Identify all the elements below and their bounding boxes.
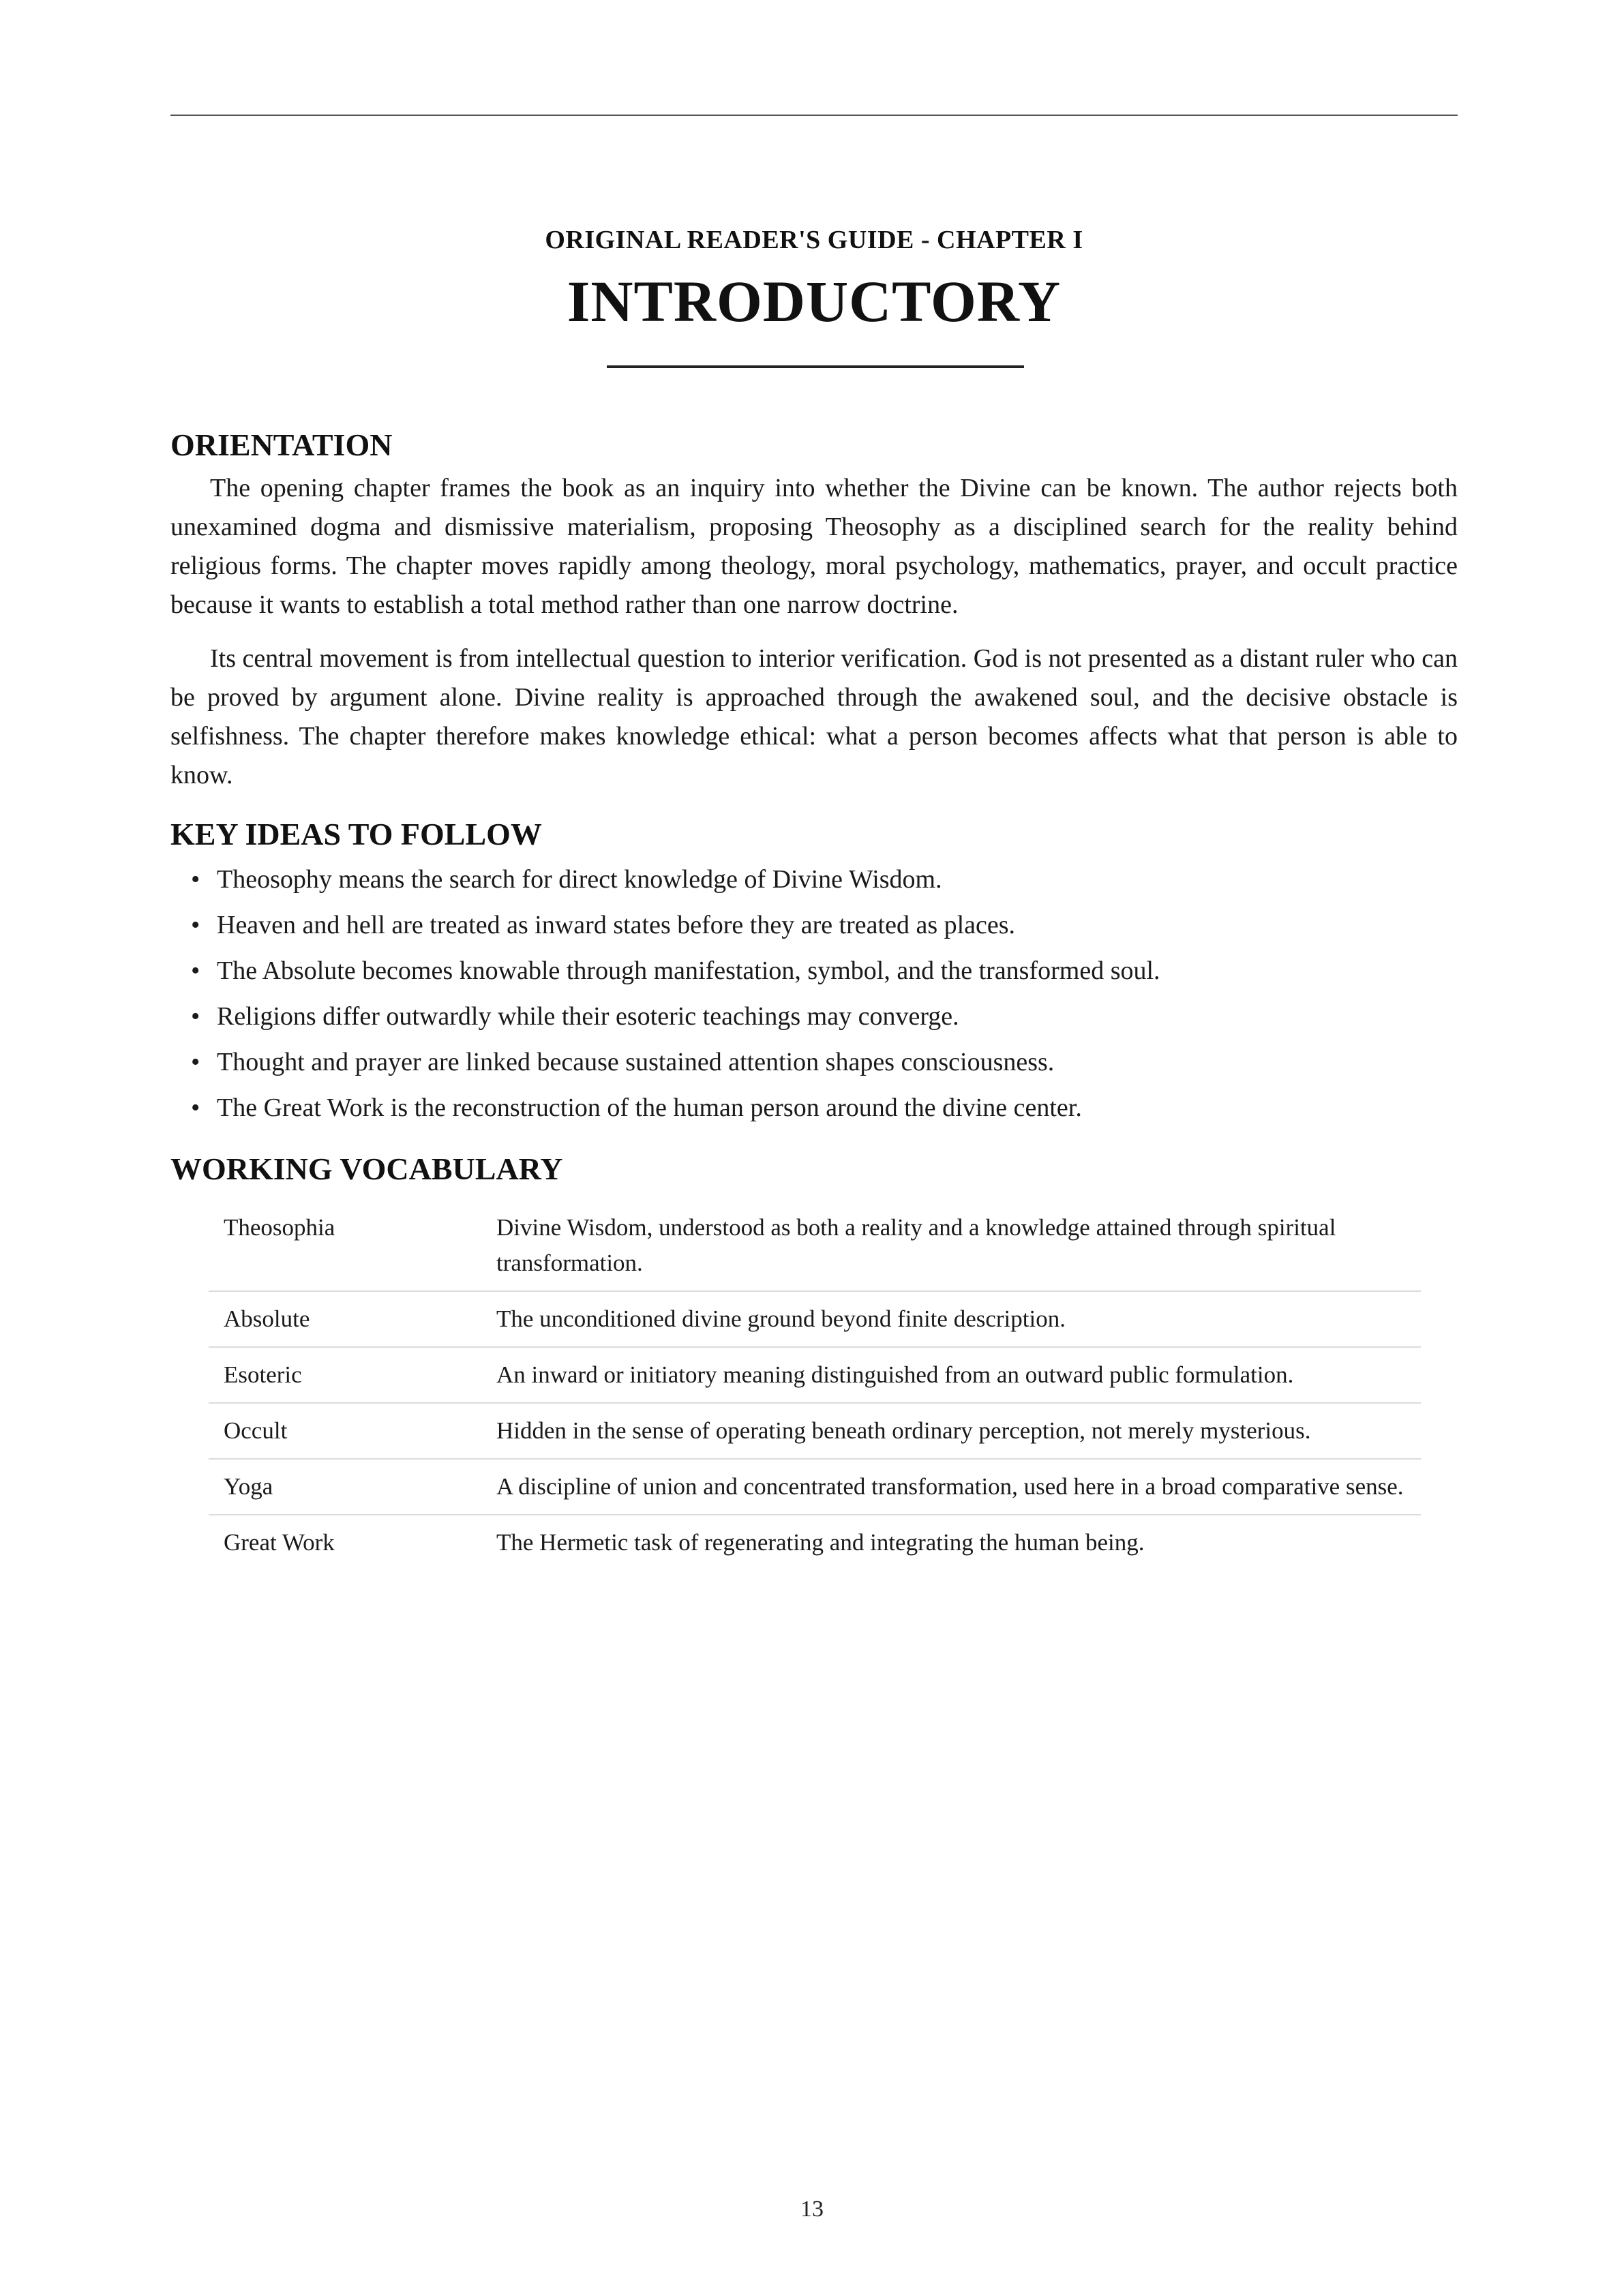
- bullet-icon: •: [191, 1048, 200, 1077]
- key-idea-item: [170, 857, 1458, 903]
- key-ideas-section: [170, 815, 1458, 1131]
- key-idea-item: [170, 903, 1458, 948]
- table-row: [209, 1459, 1421, 1515]
- vocab-definition: An inward or initiatory meaning distinguished from an outward public formulation.: [481, 1347, 1421, 1403]
- chapter-kicker: ORIGINAL READER'S GUIDE - CHAPTER I: [545, 226, 1083, 254]
- orientation-heading: ORIENTATION: [170, 427, 393, 462]
- table-row: [209, 1291, 1421, 1347]
- table-row: [209, 1347, 1421, 1403]
- vocab-term: Absolute: [209, 1291, 481, 1347]
- vocab-definition: Divine Wisdom, understood as both a reality and a knowledge attained through spiritual transformation.: [496, 1213, 1336, 1276]
- key-idea-text: Heaven and hell are treated as inward states before they are treated as places.: [217, 911, 1016, 940]
- key-idea-item: [170, 1040, 1458, 1085]
- key-idea-text: The Absolute becomes knowable through manifestation, symbol, and the transformed soul.: [217, 956, 1160, 986]
- vocab-definition: A discipline of union and concentrated transformation, used here in a broad comparative sense.: [481, 1459, 1421, 1515]
- key-ideas-heading: KEY IDEAS TO FOLLOW: [170, 817, 542, 852]
- bullet-icon: •: [191, 1002, 200, 1031]
- vocab-definition: Hidden in the sense of operating beneath ordinary perception, not merely mysterious.: [481, 1403, 1421, 1459]
- header-rule: [170, 115, 1458, 116]
- vocab-term: Great Work: [209, 1515, 481, 1570]
- vocab-term: Theosophia: [224, 1213, 335, 1241]
- bullet-icon: •: [191, 956, 200, 986]
- main-content: [170, 426, 1458, 1570]
- orientation-paragraph-1: The opening chapter frames the book as an inquiry into whether the Divine can be known. The author rejects both unexamined dogma and dismissive materialism, proposing Theosophy as a disciplined search for the reality behind religious forms. The chapter moves rapidly among theology, moral psychology, mathematics, prayer, and occult practice because it wants to establish a total method rather than one narrow doctrine.: [170, 474, 1458, 620]
- key-idea-text: Religions differ outwardly while their esoteric teachings may converge.: [217, 1002, 959, 1031]
- key-idea-text: Theosophy means the search for direct knowledge of Divine Wisdom.: [217, 865, 942, 894]
- vocab-term: Occult: [209, 1403, 481, 1459]
- key-idea-item: [170, 994, 1458, 1040]
- key-idea-item: [170, 1085, 1458, 1131]
- title-underline: [607, 365, 1024, 368]
- vocab-definition: The Hermetic task of regenerating and integrating the human being.: [481, 1515, 1421, 1570]
- page-number: 13: [800, 2196, 824, 2222]
- key-ideas-list: [170, 857, 1458, 1131]
- vocabulary-heading: WORKING VOCABULARY: [170, 1151, 563, 1187]
- key-idea-text: Thought and prayer are linked because sustained attention shapes consciousness.: [217, 1048, 1055, 1077]
- table-row: [209, 1515, 1421, 1570]
- vocab-term: Esoteric: [209, 1347, 481, 1403]
- key-idea-text: The Great Work is the reconstruction of the human person around the divine center.: [217, 1093, 1082, 1123]
- vocab-term: Yoga: [209, 1459, 481, 1515]
- bullet-icon: •: [191, 865, 200, 894]
- bullet-icon: •: [191, 911, 200, 940]
- key-idea-item: [170, 948, 1458, 994]
- vocabulary-table: [209, 1200, 1421, 1570]
- orientation-section: [170, 426, 1458, 795]
- table-row: [209, 1403, 1421, 1459]
- table-row: [209, 1200, 1421, 1291]
- vocab-definition: The unconditioned divine ground beyond finite description.: [481, 1291, 1421, 1347]
- bullet-icon: •: [191, 1093, 200, 1123]
- orientation-paragraph-2: Its central movement is from intellectual question to interior verification. God is not presented as a distant ruler who can be proved by argument alone. Divine reality is approached through the awakened soul, and the decisive obstacle is selfishness. The chapter therefore makes knowledge ethical: what a person becomes affects what that person is able to know.: [170, 644, 1458, 790]
- vocabulary-section: [170, 1150, 1458, 1569]
- chapter-title: INTRODUCTORY: [567, 269, 1062, 334]
